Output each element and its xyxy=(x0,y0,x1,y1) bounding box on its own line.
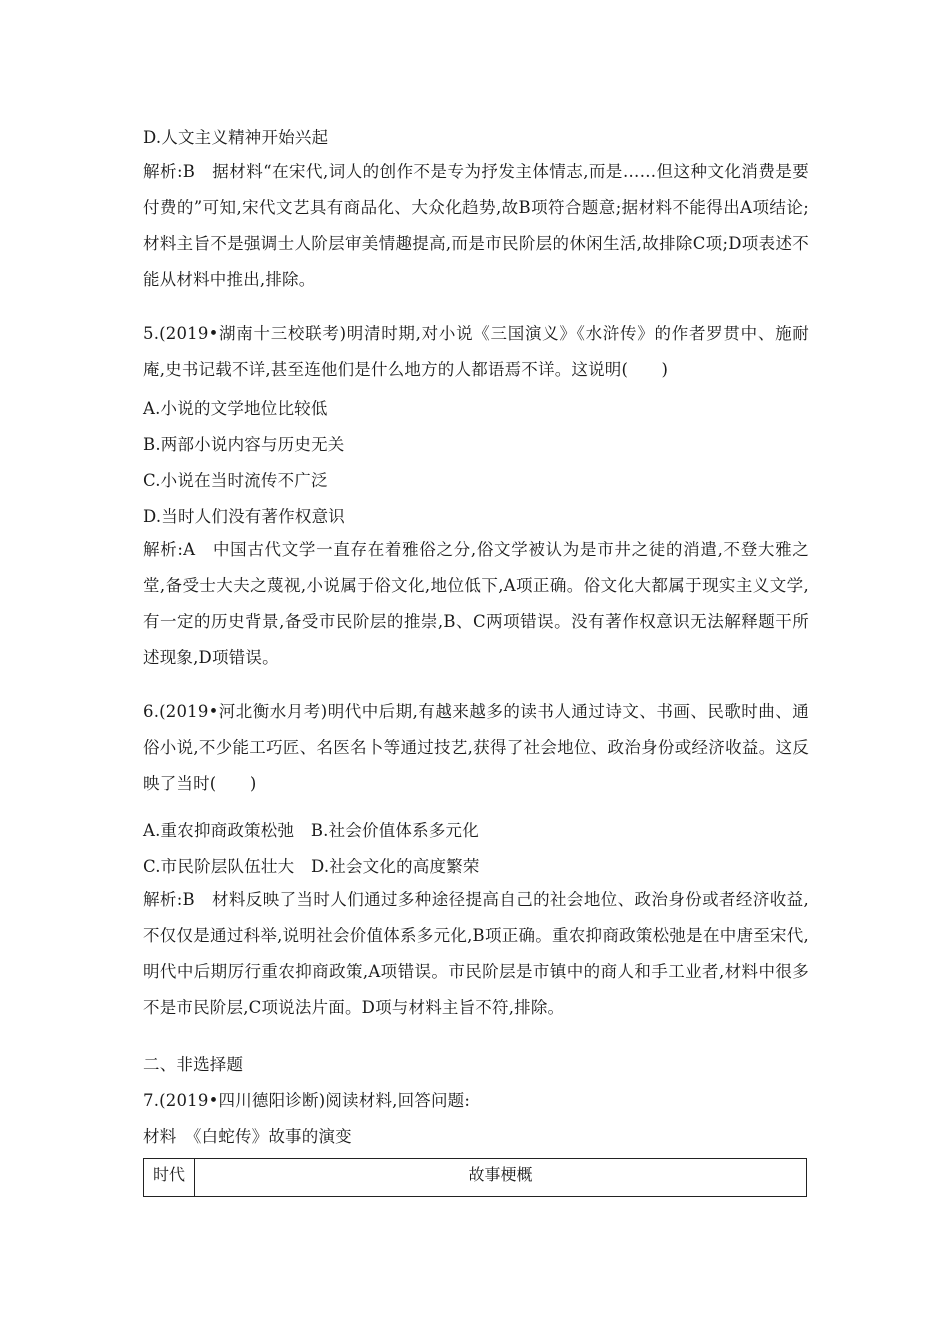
section-heading: 二、非选择题 xyxy=(143,1055,244,1074)
q4-option-d: D.人文主义精神开始兴起 xyxy=(143,128,329,147)
q6-options-ab: A.重农抑商政策松弛 B.社会价值体系多元化 xyxy=(143,821,479,840)
table-header-era: 时代 xyxy=(144,1159,195,1197)
q5-option-d: D.当时人们没有著作权意识 xyxy=(143,507,345,526)
q5-option-c: C.小说在当时流传不广泛 xyxy=(143,471,328,490)
q6-stem: 6.(2019•河北衡水月考)明代中后期,有越来越多的读书人通过诗文、书画、民歌时曲、通俗小说,不少能工巧匠、名医名卜等通过技艺,获得了社会地位、政治身份或经济收益。这反映了当时( ) xyxy=(143,702,809,793)
q5-option-a: A.小说的文学地位比较低 xyxy=(143,399,328,418)
q7-stem: 7.(2019•四川德阳诊断)阅读材料,回答问题: xyxy=(143,1091,471,1110)
q4-analysis: 解析:B 据材料“在宋代,词人的创作不是专为抒发主体情志,而是……但这种文化消费是要付费的”可知,宋代文艺具有商品化、大众化趋势,故B项符合题意;据材料不能得出A项结论;材料主旨不是强调士人阶层审美情趣提高,而是市民阶层的休闲生活,故排除C项;D项表述不能从材料中推出,排除。 xyxy=(143,162,809,289)
table-header-row xyxy=(144,1159,807,1197)
q5-option-b: B.两部小说内容与历史无关 xyxy=(143,435,345,454)
q5-analysis: 解析:A 中国古代文学一直存在着雅俗之分,俗文学被认为是市井之徒的消遣,不登大雅之堂,备受士大夫之蔑视,小说属于俗文化,地位低下,A项正确。俗文化大都属于现实主义文学,有一定的历史背景,备受市民阶层的推崇,B、C两项错误。没有著作权意识无法解释题干所述现象,D项错误。 xyxy=(143,540,809,667)
table-header-synopsis: 故事梗概 xyxy=(195,1159,807,1197)
story-table xyxy=(143,1158,807,1197)
material-title: 材料 《白蛇传》故事的演变 xyxy=(143,1127,352,1146)
q6-analysis: 解析:B 材料反映了当时人们通过多种途径提高自己的社会地位、政治身份或者经济收益,不仅仅是通过科举,说明社会价值体系多元化,B项正确。重农抑商政策松弛是在中唐至宋代,明代中后期厉行重农抑商政策,A项错误。市民阶层是市镇中的商人和手工业者,材料中很多不是市民阶层,C项说法片面。D项与材料主旨不符,排除。 xyxy=(143,890,809,1017)
q6-options-cd: C.市民阶层队伍壮大 D.社会文化的高度繁荣 xyxy=(143,857,480,876)
q5-stem: 5.(2019•湖南十三校联考)明清时期,对小说《三国演义》《水浒传》的作者罗贯中、施耐庵,史书记载不详,甚至连他们是什么地方的人都语焉不详。这说明( ) xyxy=(143,324,809,379)
